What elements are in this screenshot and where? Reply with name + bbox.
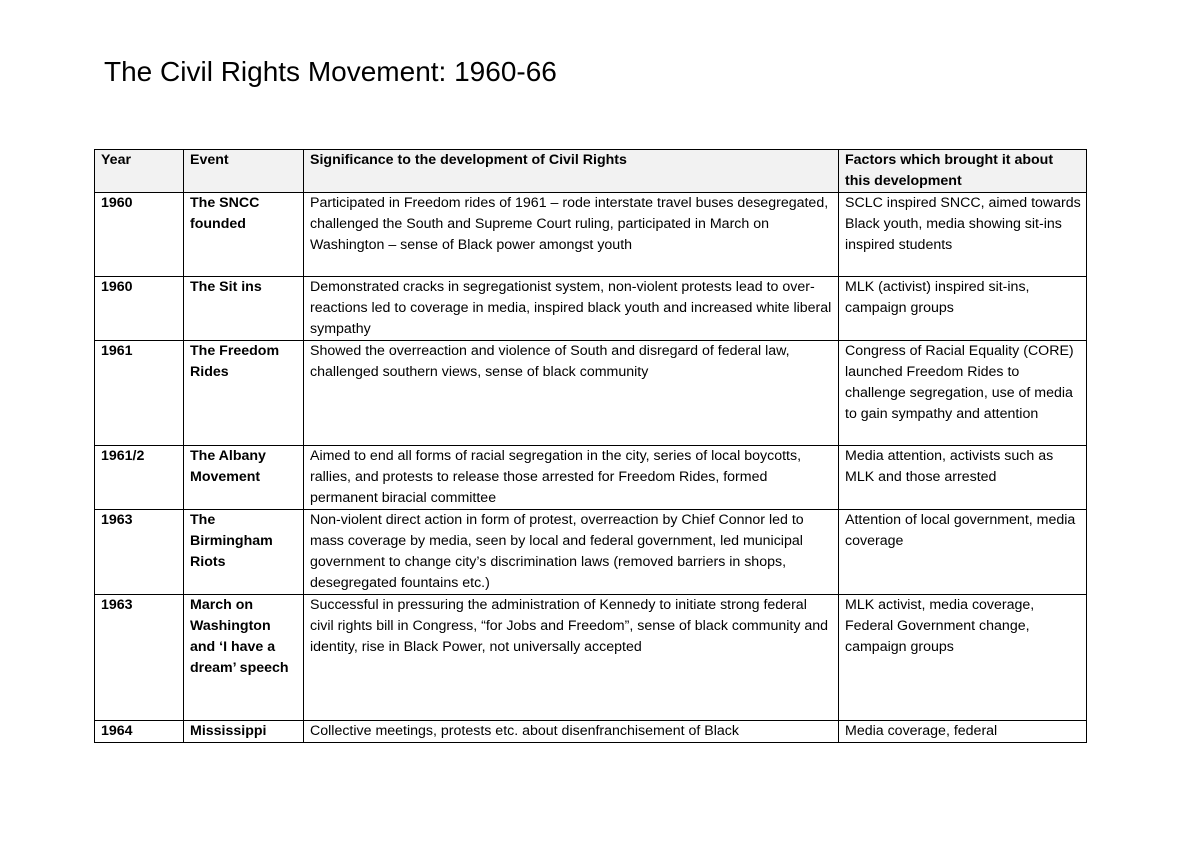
cell-event: The SNCC founded bbox=[184, 193, 304, 277]
cell-event: The Birmingham Riots bbox=[184, 510, 304, 595]
cell-event: The Albany Movement bbox=[184, 446, 304, 510]
cell-year: 1960 bbox=[95, 193, 184, 277]
cell-significance: Showed the overreaction and violence of South and disregard of federal law, challenged southern views, sense of black community bbox=[304, 341, 839, 446]
cell-year: 1961/2 bbox=[95, 446, 184, 510]
cell-factors: Media attention, activists such as MLK and those arrested bbox=[839, 446, 1087, 510]
cell-year: 1964 bbox=[95, 721, 184, 743]
cell-factors: SCLC inspired SNCC, aimed towards Black youth, media showing sit-ins inspired students bbox=[839, 193, 1087, 277]
header-significance: Significance to the development of Civil Rights bbox=[304, 150, 839, 193]
cell-significance: Aimed to end all forms of racial segregation in the city, series of local boycotts, rallies, and protests to release those arrested for Freedom Rides, formed permanent biracial committee bbox=[304, 446, 839, 510]
cell-factors: MLK (activist) inspired sit-ins, campaign groups bbox=[839, 277, 1087, 341]
table-header-row bbox=[95, 150, 1087, 193]
cell-significance: Non-violent direct action in form of protest, overreaction by Chief Connor led to mass coverage by media, seen by local and federal government, led municipal government to change city’s discrimination laws (removed barriers in shops, desegregated fountains etc.) bbox=[304, 510, 839, 595]
table-row bbox=[95, 595, 1087, 721]
table-row bbox=[95, 510, 1087, 595]
cell-year: 1960 bbox=[95, 277, 184, 341]
table-row bbox=[95, 721, 1087, 743]
cell-factors: Attention of local government, media coverage bbox=[839, 510, 1087, 595]
cell-significance: Collective meetings, protests etc. about disenfranchisement of Black bbox=[304, 721, 839, 743]
header-factors: Factors which brought it about this development bbox=[839, 150, 1087, 193]
cell-factors: Congress of Racial Equality (CORE) launched Freedom Rides to challenge segregation, use of media to gain sympathy and attention bbox=[839, 341, 1087, 446]
cell-event: The Sit ins bbox=[184, 277, 304, 341]
page-title: The Civil Rights Movement: 1960-66 bbox=[104, 56, 557, 87]
civil-rights-table bbox=[94, 149, 1087, 743]
cell-year: 1963 bbox=[95, 510, 184, 595]
table-row bbox=[95, 341, 1087, 446]
table-row bbox=[95, 193, 1087, 277]
cell-event: The Freedom Rides bbox=[184, 341, 304, 446]
cell-significance: Demonstrated cracks in segregationist system, non-violent protests lead to over-reactions led to coverage in media, inspired black youth and increased white liberal sympathy bbox=[304, 277, 839, 341]
table-row bbox=[95, 446, 1087, 510]
header-event: Event bbox=[184, 150, 304, 193]
cell-year: 1963 bbox=[95, 595, 184, 721]
cell-significance: Successful in pressuring the administration of Kennedy to initiate strong federal civil rights bill in Congress, “for Jobs and Freedom”, sense of black community and identity, rise in Black Power, not universally accepted bbox=[304, 595, 839, 721]
table-row bbox=[95, 277, 1087, 341]
cell-factors: MLK activist, media coverage, Federal Government change, campaign groups bbox=[839, 595, 1087, 721]
civil-rights-table-container bbox=[94, 149, 1086, 743]
cell-factors: Media coverage, federal bbox=[839, 721, 1087, 743]
cell-event: March on Washington and ‘I have a dream’ speech bbox=[184, 595, 304, 721]
cell-event: Mississippi bbox=[184, 721, 304, 743]
cell-significance: Participated in Freedom rides of 1961 – rode interstate travel buses desegregated, challenged the South and Supreme Court ruling, participated in March on Washington – sense of Black power amongst youth bbox=[304, 193, 839, 277]
header-year: Year bbox=[95, 150, 184, 193]
cell-year: 1961 bbox=[95, 341, 184, 446]
